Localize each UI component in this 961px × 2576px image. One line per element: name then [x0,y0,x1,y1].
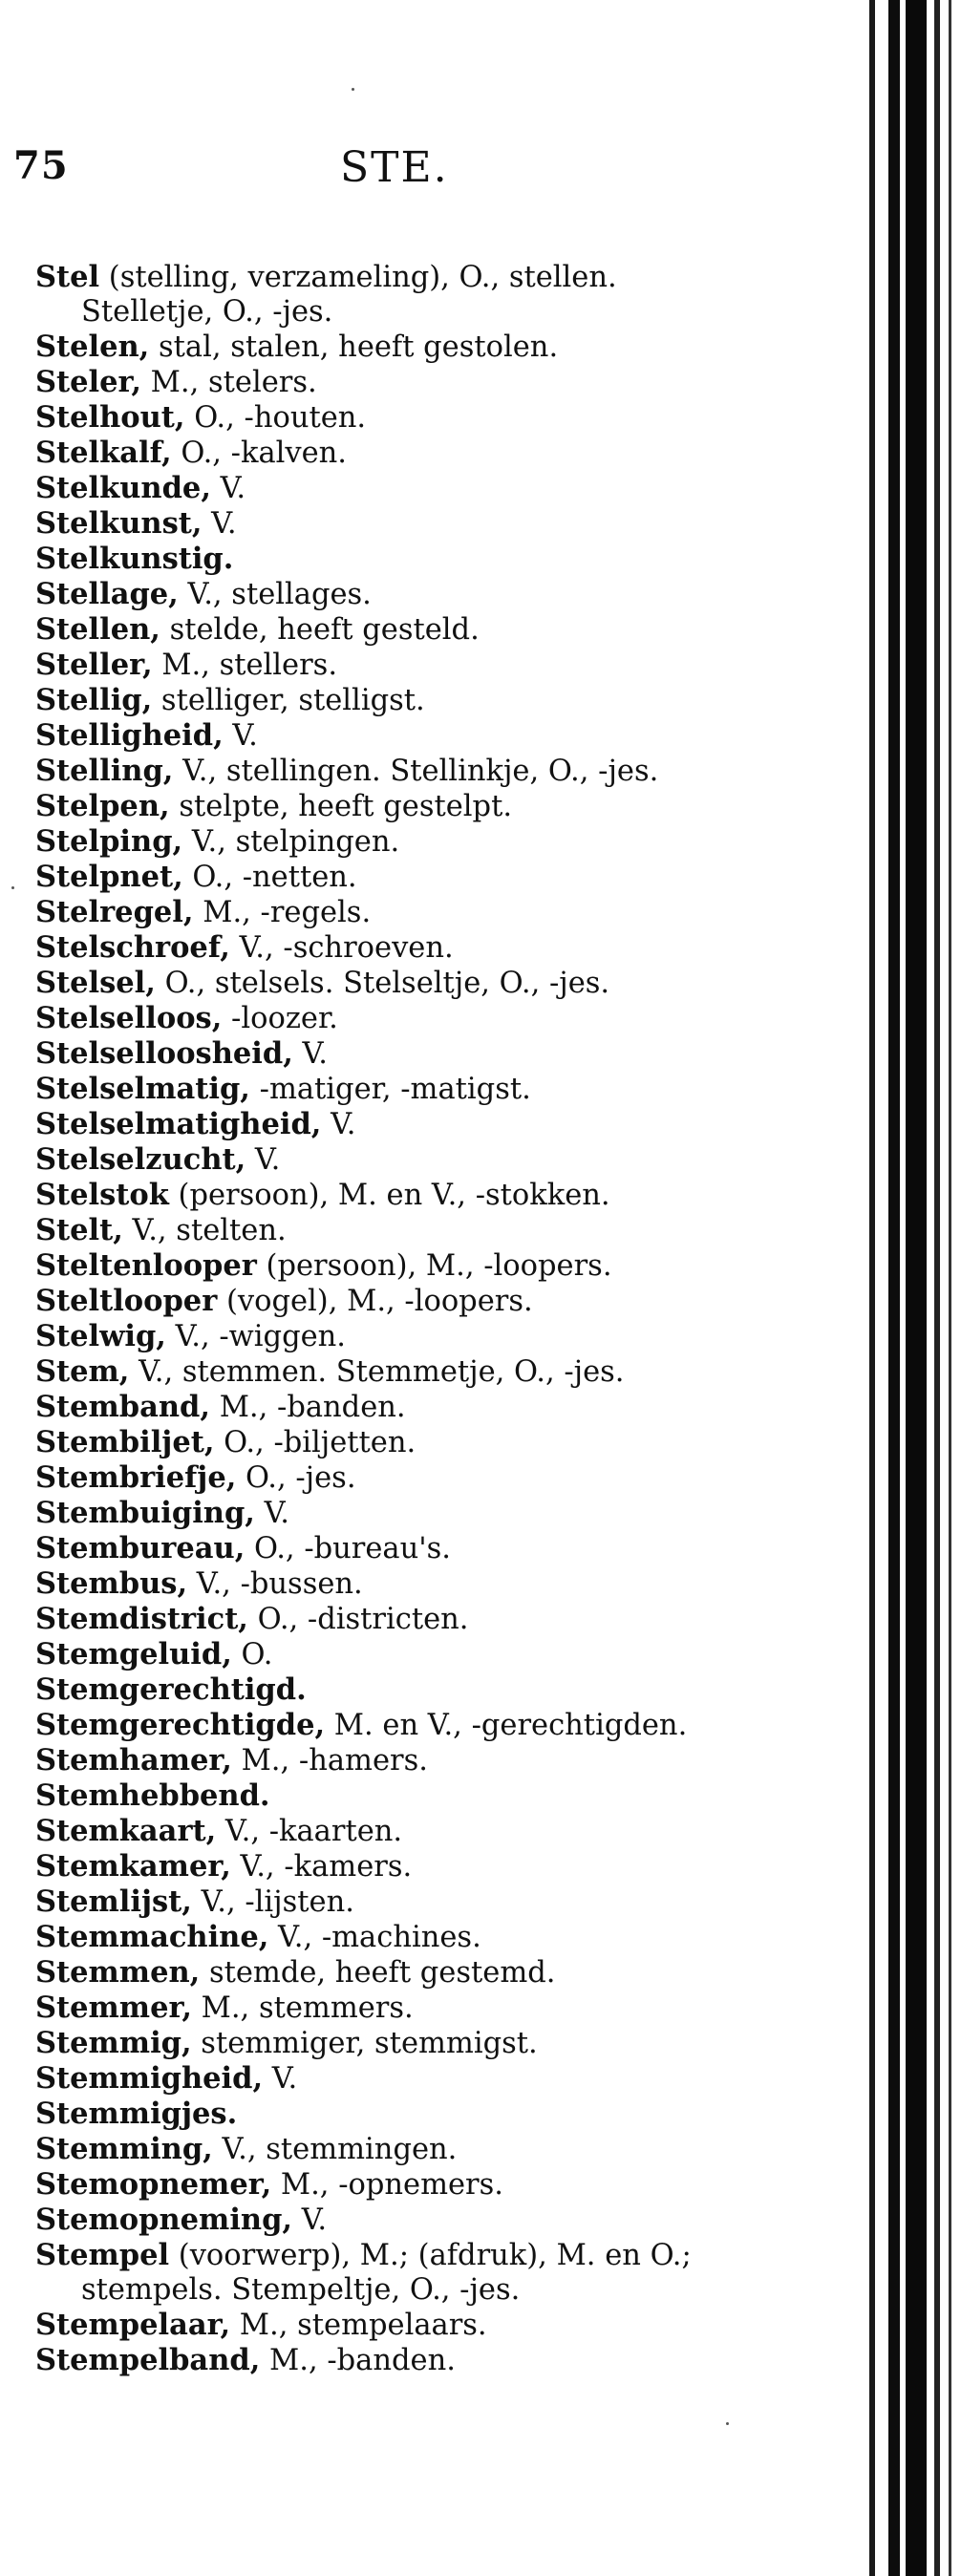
entry-headword: Stemkamer, [35,1849,231,1884]
entry-definition: (voorwerp), M.; (afdruk), M. en O.; stempels. Stempeltje, O., -jes. [81,2239,692,2307]
dictionary-entry [35,966,733,1001]
dictionary-entry [35,330,733,365]
entry-headword: Stelselmatig, [35,1072,250,1106]
entry-definition: V. [263,2062,298,2096]
dictionary-entry [35,683,733,718]
entry-headword: Stemgeluid, [35,1637,232,1671]
entry-definition: V. [223,719,258,753]
dictionary-entry [35,718,733,754]
dictionary-entry [35,1814,733,1849]
entry-definition: V., stellages. [178,578,372,611]
entry-headword: Stelwig, [35,1319,166,1353]
dictionary-entry [35,1778,733,1814]
entry-headword: Stelpen, [35,789,170,823]
entry-definition: -loozer. [222,1002,338,1035]
dictionary-entry [35,260,733,330]
entry-definition: O., -biljetten. [214,1426,416,1459]
entry-headword: Steller, [35,648,153,682]
entry-headword: Stempel [35,2238,170,2272]
dictionary-entry [35,1354,733,1390]
entry-headword: Stemgerechtigd. [35,1672,307,1707]
entry-definition: O., -jes. [236,1461,356,1495]
dictionary-entry [35,648,733,683]
dictionary-entry [35,542,733,577]
dictionary-entry [35,471,733,506]
entry-headword: Stelselzucht, [35,1142,246,1177]
dictionary-entry [35,754,733,789]
dictionary-entry [35,1142,733,1178]
entry-headword: Stemkaart, [35,1814,217,1848]
dictionary-entry [35,506,733,542]
entry-headword: Stempelband, [35,2343,261,2377]
entry-headword: Stelstok [35,1178,169,1212]
entry-definition: M., -opnemers. [271,2168,503,2202]
dictionary-entry [35,860,733,895]
dictionary-entry [35,365,733,400]
entry-definition: M., stelers. [140,366,317,399]
entry-headword: Stelkunde, [35,471,211,505]
entry-headword: Stem, [35,1354,130,1389]
entry-definition: V. [210,472,246,505]
dictionary-entry [35,2308,733,2343]
dictionary-entry [35,2167,733,2203]
entry-headword: Stelkalf, [35,436,172,470]
dictionary-entry [35,1107,733,1142]
dictionary-entry [35,1425,733,1460]
entry-headword: Stemmig, [35,2026,192,2060]
entry-headword: Stellen, [35,612,160,647]
entry-definition: V. [254,1497,290,1530]
dictionary-entry [35,1178,733,1213]
print-speck [11,886,14,889]
entry-headword: Stembureau, [35,1531,246,1565]
entry-definition: M., stemmers. [191,1991,414,2025]
entry-definition: V., -machines. [268,1921,481,1954]
entry-definition: V., -kamers. [230,1850,413,1884]
entry-headword: Stellig, [35,683,153,717]
entry-headword: Stemmer, [35,1991,192,2025]
entry-definition: V., -wiggen. [165,1320,346,1353]
entry-headword: Stemhebbend. [35,1778,270,1813]
dictionary-entry [35,1991,733,2026]
entry-definition: M., -hamers. [231,1744,428,1778]
print-speck [726,2422,729,2425]
binding-edge [934,0,940,2576]
binding-edge [906,0,927,2576]
entry-headword: Steltenlooper [35,1248,257,1283]
dictionary-entry [35,1955,733,1991]
entry-definition: M., -banden. [210,1391,406,1424]
entry-definition: M., -regels. [193,896,372,929]
entry-headword: Stemmachine, [35,1920,269,1954]
entry-headword: Stembiljet, [35,1425,215,1459]
entry-headword: Stemming, [35,2132,213,2166]
entry-headword: Stemdistrict, [35,1602,248,1636]
entry-headword: Stelregel, [35,895,194,929]
dictionary-entry [35,400,733,436]
binding-edge [949,0,951,2576]
dictionary-entry [35,1036,733,1072]
entry-headword: Stemopneming, [35,2203,293,2237]
entry-definition: -matiger, -matigst. [249,1073,531,1106]
entry-headword: Stelschroef, [35,930,230,965]
entry-definition: O., -districten. [247,1603,469,1636]
entry-headword: Stembriefje, [35,1460,237,1495]
dictionary-entry [35,1884,733,1920]
dictionary-entry [35,1849,733,1884]
entry-definition: V. [292,2203,328,2237]
entry-definition: O., -kalven. [171,436,347,470]
entry-headword: Stemmen, [35,1955,201,1990]
entry-definition: O., -netten. [182,861,357,894]
running-head: STE. [340,143,449,192]
entry-definition: M., -banden. [260,2344,456,2377]
entry-headword: Stelt, [35,1213,123,1247]
dictionary-entry [35,1319,733,1354]
entry-headword: Stemhamer, [35,1743,232,1778]
entry-definition: stelde, heeft gesteld. [160,613,480,647]
entry-definition: O., -bureau's. [245,1532,451,1565]
dictionary-entry [35,2238,733,2308]
entry-definition: V., stemmingen. [212,2133,458,2166]
entry-headword: Stelpnet, [35,860,183,894]
dictionary-entry [35,1284,733,1319]
dictionary-entry [35,789,733,824]
dictionary-entry [35,2026,733,2061]
entry-definition: O. [231,1638,273,1671]
entry-list [35,260,733,2378]
entry-headword: Stemopnemer, [35,2167,272,2202]
entry-headword: Stelselloosheid, [35,1036,293,1071]
dictionary-entry [35,1460,733,1496]
entry-definition: M., stellers. [152,649,338,682]
dictionary-entry [35,577,733,612]
dictionary-entry [35,1743,733,1778]
entry-headword: Stelkunstig. [35,542,234,576]
entry-headword: Stelling, [35,754,174,788]
dictionary-entry [35,2061,733,2097]
entry-definition: V., stemmen. Stemmetje, O., -jes. [129,1355,625,1389]
entry-definition: O., -houten. [184,401,367,435]
entry-headword: Stemgerechtigde, [35,1708,326,1742]
entry-headword: Stelping, [35,824,183,859]
binding-edge [869,0,875,2576]
entry-headword: Stelkunst, [35,506,203,541]
entry-definition: V., -lijsten. [191,1885,354,1919]
dictionary-entry [35,1213,733,1248]
entry-definition: V., -bussen. [187,1567,363,1601]
entry-definition: V. [246,1143,281,1177]
entry-headword: Stelhout, [35,400,185,435]
entry-headword: Steler, [35,365,141,399]
dictionary-entry [35,1708,733,1743]
entry-headword: Stembus, [35,1566,188,1601]
entry-definition: stelpte, heeft gestelpt. [169,790,513,823]
entry-headword: Stelselloos, [35,1001,223,1035]
dictionary-entry [35,2343,733,2378]
entry-headword: Steltlooper [35,1284,218,1318]
dictionary-entry [35,1637,733,1672]
entry-definition: O., stelsels. Stelseltje, O., -jes. [155,967,610,1000]
entry-definition: M., stempelaars. [230,2309,487,2342]
entry-definition: stal, stalen, heeft gestolen. [149,330,559,364]
entry-headword: Stemmigheid, [35,2061,264,2096]
dictionary-entry [35,1602,733,1637]
entry-definition: V., stelpingen. [182,825,400,859]
page-number: 75 [13,143,69,188]
dictionary-entry [35,1531,733,1566]
entry-headword: Stemmigjes. [35,2097,238,2131]
dictionary-entry [35,2097,733,2132]
dictionary-entry [35,1672,733,1708]
entry-definition: M. en V., -gerechtigden. [325,1709,688,1742]
entry-headword: Stelselmatigheid, [35,1107,322,1141]
entry-definition: (persoon), M., -loopers. [256,1249,612,1283]
entry-definition: V., stelten. [122,1214,287,1247]
entry-headword: Stembuiging, [35,1496,255,1530]
entry-definition: V., -schroeven. [229,931,454,965]
entry-headword: Stel [35,260,100,294]
dictionary-entry [35,612,733,648]
entry-definition: V. [321,1108,356,1141]
entry-definition: (stelling, verzameling), O., stellen. Stelletje, O., -jes. [81,261,617,329]
dictionary-entry [35,1496,733,1531]
entry-headword: Stelen, [35,330,150,364]
entry-definition: V., stellingen. Stellinkje, O., -jes. [173,755,659,788]
dictionary-entry [35,1072,733,1107]
dictionary-entry [35,1390,733,1425]
dictionary-entry [35,1248,733,1284]
entry-definition: V. [292,1037,328,1071]
entry-headword: Stemlijst, [35,1884,192,1919]
dictionary-entry [35,824,733,860]
print-speck [352,88,354,91]
entry-headword: Stemband, [35,1390,210,1424]
dictionary-entry [35,1920,733,1955]
dictionary-entry [35,2132,733,2167]
entry-definition: (persoon), M. en V., -stokken. [168,1179,610,1212]
dictionary-entry [35,1566,733,1602]
entry-definition: stelliger, stelligst. [152,684,425,717]
entry-definition: (vogel), M., -loopers. [217,1285,533,1318]
entry-definition: stemde, heeft gestemd. [200,1956,556,1990]
entry-headword: Stempelaar, [35,2308,231,2342]
entry-headword: Stelligheid, [35,718,224,753]
dictionary-entry [35,895,733,930]
binding-edge [888,0,900,2576]
dictionary-entry [35,930,733,966]
entry-definition: stemmiger, stemmigst. [191,2027,538,2060]
dictionary-entry [35,2203,733,2238]
entry-definition: V., -kaarten. [216,1815,403,1848]
dictionary-entry [35,436,733,471]
dictionary-entry [35,1001,733,1036]
entry-definition: V. [202,507,237,541]
entry-headword: Stelsel, [35,966,156,1000]
entry-headword: Stellage, [35,577,179,611]
